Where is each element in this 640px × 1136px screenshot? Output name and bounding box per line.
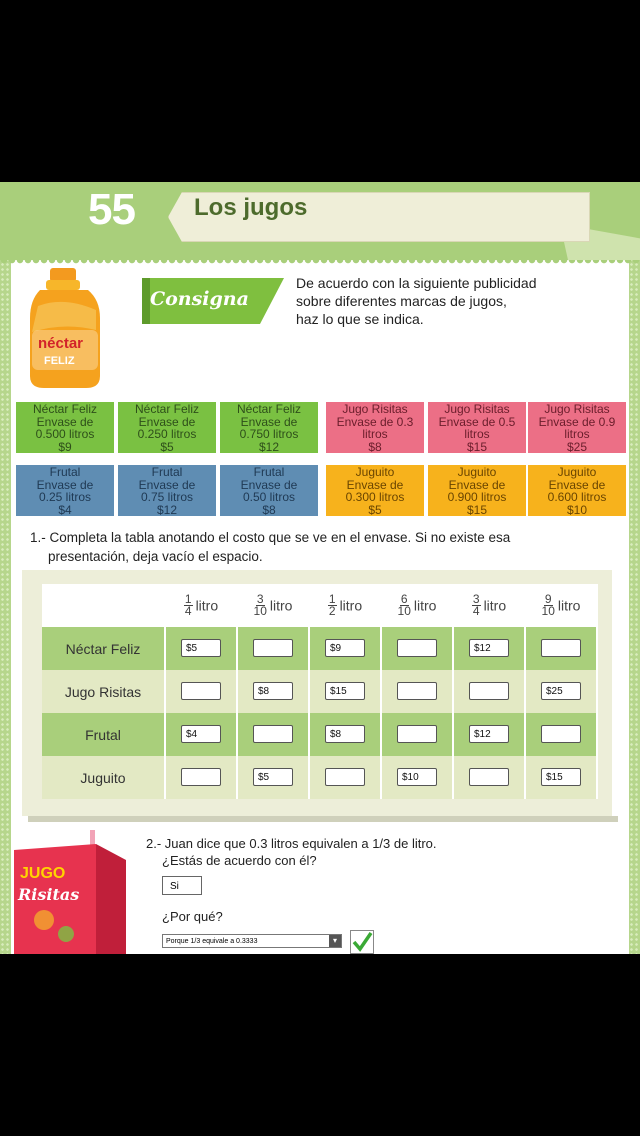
table-cell (309, 756, 381, 799)
ad-price: $5 (160, 439, 174, 454)
fraction (254, 594, 267, 617)
price-input[interactable]: $4 (181, 725, 221, 743)
fraction-denominator: 2 (328, 604, 336, 618)
price-input[interactable]: $15 (325, 682, 365, 700)
fraction (542, 594, 555, 617)
table-cell (165, 627, 237, 670)
lesson-number: 55 (88, 185, 135, 234)
ad-line: Envase de (138, 477, 196, 492)
ad-price: $12 (156, 502, 178, 517)
table-cell (381, 627, 453, 670)
price-input[interactable]: $10 (397, 768, 437, 786)
price-input[interactable]: $8 (325, 725, 365, 743)
price-input[interactable] (469, 768, 509, 786)
price-input[interactable]: $12 (469, 725, 509, 743)
dropdown-arrow-icon[interactable]: ▾ (329, 935, 341, 947)
ad-brand: Jugo Risitas (444, 402, 510, 416)
price-input[interactable] (397, 725, 437, 743)
ad-price: $4 (58, 502, 72, 517)
table-cell (525, 756, 597, 799)
table-cell (237, 627, 309, 670)
bottle-brand-top: néctar (38, 335, 84, 352)
ad-line: Envase de (240, 414, 298, 429)
fraction-denominator: 4 (472, 604, 480, 618)
fraction-numerator: 1 (184, 592, 192, 606)
table-cell (165, 756, 237, 799)
column-unit: litro (339, 597, 363, 614)
table-cell (381, 756, 453, 799)
ad-brand: Néctar Feliz (32, 402, 97, 416)
juice-ad (16, 465, 114, 516)
column-unit: litro (269, 597, 293, 614)
juice-ad (118, 402, 216, 453)
left-dotted-border (0, 182, 11, 954)
ad-size: litros (362, 427, 388, 442)
fraction (328, 594, 337, 617)
ad-line: Envase de (548, 477, 606, 492)
fraction-numerator: 9 (544, 592, 552, 606)
question-2-statement: 2.- Juan dice que 0.3 litros equivalen a 1/3 de litro. (146, 836, 437, 851)
price-table (42, 584, 598, 799)
fraction (472, 594, 481, 617)
ad-size: 0.250 litros (137, 427, 197, 442)
column-header (237, 584, 309, 627)
ad-size: 0.600 litros (547, 490, 607, 505)
ad-price: $8 (368, 439, 382, 454)
ad-size: 0.75 litros (140, 490, 194, 505)
table-card-shadow (28, 816, 618, 822)
ad-brand: Juguito (557, 465, 597, 479)
table-cell (453, 670, 525, 713)
question-1-line: presentación, deja vacío el espacio. (48, 549, 263, 564)
ad-line: Envase de (138, 414, 196, 429)
carton-brand-bottom: Risitas (18, 885, 80, 904)
fraction-denominator: 10 (541, 604, 555, 618)
table-cell (525, 713, 597, 756)
juice-ad (528, 402, 626, 453)
table-cell (309, 627, 381, 670)
column-unit: litro (195, 597, 219, 614)
instructions-line: sobre diferentes marcas de jugos, (296, 293, 507, 309)
table-row (42, 627, 597, 670)
check-icon[interactable] (350, 930, 374, 954)
why-label: ¿Por qué? (162, 909, 223, 924)
juice-ad (326, 465, 424, 516)
question-1-line: 1.- Completa la tabla anotando el costo que se ve en el envase. Si no existe esa (30, 530, 511, 545)
price-input[interactable]: $25 (541, 682, 581, 700)
ad-size: 0.500 litros (35, 427, 95, 442)
ad-brand: Juguito (457, 465, 497, 479)
reason-dropdown[interactable] (162, 934, 342, 948)
column-unit: litro (413, 597, 437, 614)
ad-brand: Néctar Feliz (134, 402, 199, 416)
ad-price: $15 (466, 502, 488, 517)
fraction-numerator: 6 (400, 592, 408, 606)
price-input[interactable] (253, 725, 293, 743)
price-input[interactable]: $5 (181, 639, 221, 657)
table-cell (237, 670, 309, 713)
ad-price: $8 (262, 502, 276, 517)
ad-brand: Frutal (253, 465, 285, 479)
nectar-bottle-image (16, 266, 112, 392)
column-header (165, 584, 237, 627)
price-input[interactable]: $12 (469, 639, 509, 657)
juice-ad (118, 465, 216, 516)
column-header (309, 584, 381, 627)
table-cell (525, 670, 597, 713)
instructions-line: haz lo que se indica. (296, 311, 424, 327)
ad-size: 0.50 litros (242, 490, 296, 505)
column-header (453, 584, 525, 627)
ad-brand: Frutal (151, 465, 183, 479)
price-input[interactable] (397, 682, 437, 700)
fraction-numerator: 3 (256, 592, 264, 606)
table-row (42, 756, 597, 799)
table-cell (165, 713, 237, 756)
juice-ad (326, 402, 424, 453)
row-label: Frutal (42, 713, 165, 756)
ad-price: $12 (258, 439, 280, 454)
fraction (184, 594, 193, 617)
juice-ad (220, 465, 318, 516)
ad-size: litros (464, 427, 490, 442)
instructions-line: De acuerdo con la siguiente publicidad (296, 275, 537, 291)
table-cell (381, 713, 453, 756)
ad-line: Envase de (36, 477, 94, 492)
column-unit: litro (557, 597, 581, 614)
bottle-brand-bottom: FELIZ (44, 355, 75, 367)
fraction-numerator: 1 (328, 592, 336, 606)
lesson-title: Los jugos (194, 194, 308, 221)
ad-brand: Jugo Risitas (342, 402, 408, 416)
fraction-denominator: 10 (253, 604, 267, 618)
juice-ad (428, 402, 526, 453)
agree-answer-field[interactable]: Si (162, 876, 202, 895)
juice-ad (220, 402, 318, 453)
ad-size: litros (564, 427, 590, 442)
ad-line: Envase de 0.9 (538, 414, 616, 429)
table-cell (309, 713, 381, 756)
table-cell (453, 713, 525, 756)
table-cell (237, 713, 309, 756)
column-header (381, 584, 453, 627)
ad-line: Envase de (448, 477, 506, 492)
price-input[interactable] (541, 639, 581, 657)
price-input[interactable]: $15 (541, 768, 581, 786)
ad-brand: Néctar Feliz (236, 402, 301, 416)
carton-brand-top: JUGO (20, 865, 66, 882)
price-input[interactable] (397, 639, 437, 657)
row-label: Jugo Risitas (42, 670, 165, 713)
right-dotted-border (629, 182, 640, 954)
ad-size: 0.300 litros (345, 490, 405, 505)
ad-price: $10 (566, 502, 588, 517)
column-unit: litro (483, 597, 507, 614)
ad-size: 0.25 litros (38, 490, 92, 505)
juice-ad (16, 402, 114, 453)
ad-line: Envase de (346, 477, 404, 492)
ad-line: Envase de 0.3 (336, 414, 414, 429)
consigna-label: Consigna (150, 288, 249, 310)
table-header-row (42, 584, 597, 627)
price-input[interactable]: $5 (253, 768, 293, 786)
fraction (398, 594, 411, 617)
price-input[interactable] (253, 639, 293, 657)
fraction-denominator: 4 (184, 604, 192, 618)
ad-line: Envase de (36, 414, 94, 429)
ad-price: $9 (58, 439, 72, 454)
ad-brand: Juguito (355, 465, 395, 479)
column-header (525, 584, 597, 627)
juice-ad (528, 465, 626, 516)
ad-price: $15 (466, 439, 488, 454)
row-label: Néctar Feliz (42, 627, 165, 670)
header-corner (42, 584, 165, 627)
instructions-text (296, 274, 596, 328)
ad-size: 0.750 litros (239, 427, 299, 442)
ad-brand: Jugo Risitas (544, 402, 610, 416)
table-row (42, 713, 597, 756)
fraction-numerator: 3 (472, 592, 480, 606)
ad-line: Envase de (240, 477, 298, 492)
price-input[interactable] (325, 768, 365, 786)
question-1 (30, 528, 590, 566)
worksheet-page (0, 182, 640, 954)
price-input[interactable] (469, 682, 509, 700)
ad-line: Envase de 0.5 (438, 414, 516, 429)
question-2-ask: ¿Estás de acuerdo con él? (162, 853, 317, 868)
ad-price: $25 (566, 439, 588, 454)
price-input[interactable] (541, 725, 581, 743)
table-cell (453, 756, 525, 799)
ad-brand: Frutal (49, 465, 81, 479)
table-cell (237, 756, 309, 799)
table-cell (525, 627, 597, 670)
reason-dropdown-value: Porque 1/3 equivale a 0.3333 (166, 938, 258, 945)
table-row (42, 670, 597, 713)
row-label: Juguito (42, 756, 165, 799)
table-cell (165, 670, 237, 713)
fraction-denominator: 10 (397, 604, 411, 618)
price-input[interactable] (181, 682, 221, 700)
table-cell (381, 670, 453, 713)
ad-price: $5 (368, 502, 382, 517)
table-cell (453, 627, 525, 670)
price-input[interactable] (181, 768, 221, 786)
price-input[interactable]: $9 (325, 639, 365, 657)
price-input[interactable]: $8 (253, 682, 293, 700)
risitas-carton-image (14, 830, 126, 954)
juice-ad (428, 465, 526, 516)
ad-size: 0.900 litros (447, 490, 507, 505)
table-cell (309, 670, 381, 713)
